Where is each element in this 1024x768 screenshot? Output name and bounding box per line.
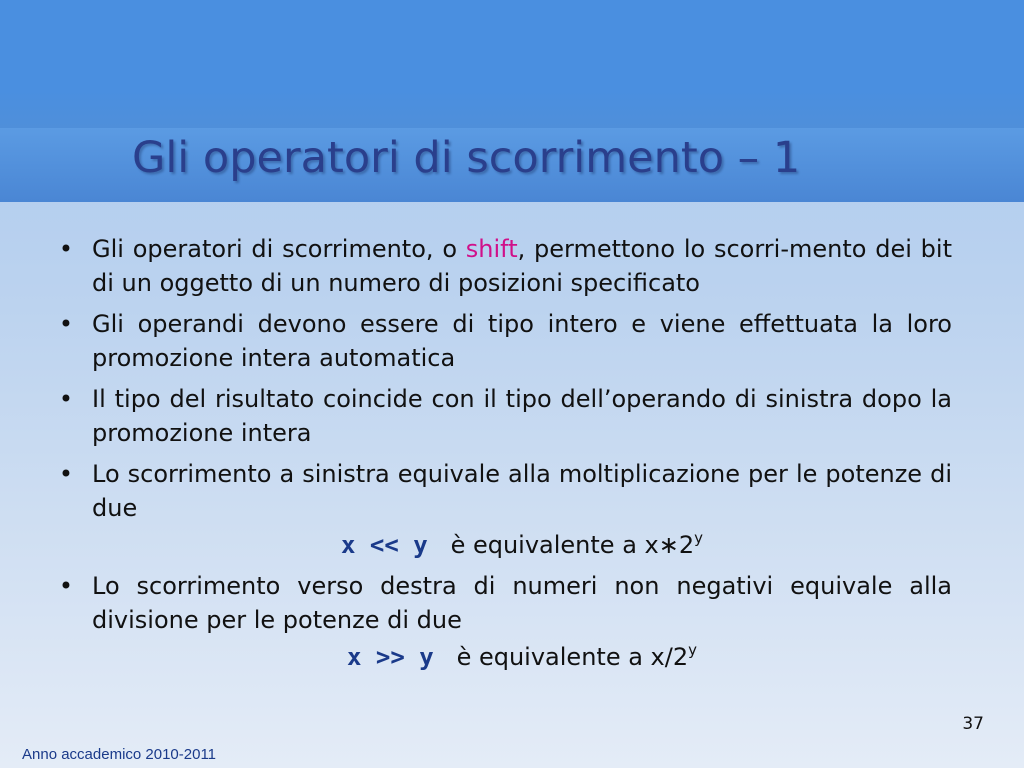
bullet-item [56,307,952,375]
bullet-text: Gli operatori di scorrimento, o [92,235,466,263]
footer-text: Anno accademico 2010-2011 [22,746,217,763]
formula-text: è equivalente a x/2 [456,643,689,671]
highlight-term: shift [465,235,518,263]
bullet-item [56,457,952,525]
page-number: 37 [962,714,984,734]
header-band [0,0,1024,128]
bullet-dot: • [58,385,74,413]
formula-text: è equivalente a x∗2 [450,531,695,559]
bullet-dot: • [58,572,74,600]
slide-title: Gli operatori di scorrimento – 1 [132,133,801,183]
bullet-item [56,382,952,450]
slide-content [56,232,952,681]
formula-code: x >> y [346,643,434,671]
formula-code: x << y [340,531,428,559]
bullet-text: Lo scorrimento verso destra di numeri non negativi equivale alla divisione per le potenze di due [92,572,952,634]
bullet-dot: • [58,235,74,263]
bullet-dot: • [58,460,74,488]
formula-exponent: y [694,529,704,547]
bullet-dot: • [58,310,74,338]
bullet-text: Il tipo del risultato coincide con il tipo dell’operando di sinistra dopo la promozione intera [92,385,952,447]
bullet-item [56,232,952,300]
bullet-item [56,569,952,637]
formula-left-shift [56,528,952,562]
bullet-text: , permettono lo scorri-mento dei bit di un oggetto di un numero di posizioni specificato [92,235,952,297]
formula-right-shift [56,640,952,674]
formula-exponent: y [688,641,697,659]
bullet-text: Lo scorrimento a sinistra equivale alla moltiplicazione per le potenze di due [92,460,952,522]
bullet-text: Gli operandi devono essere di tipo intero e viene effettuata la loro promozione intera automatica [92,310,952,372]
